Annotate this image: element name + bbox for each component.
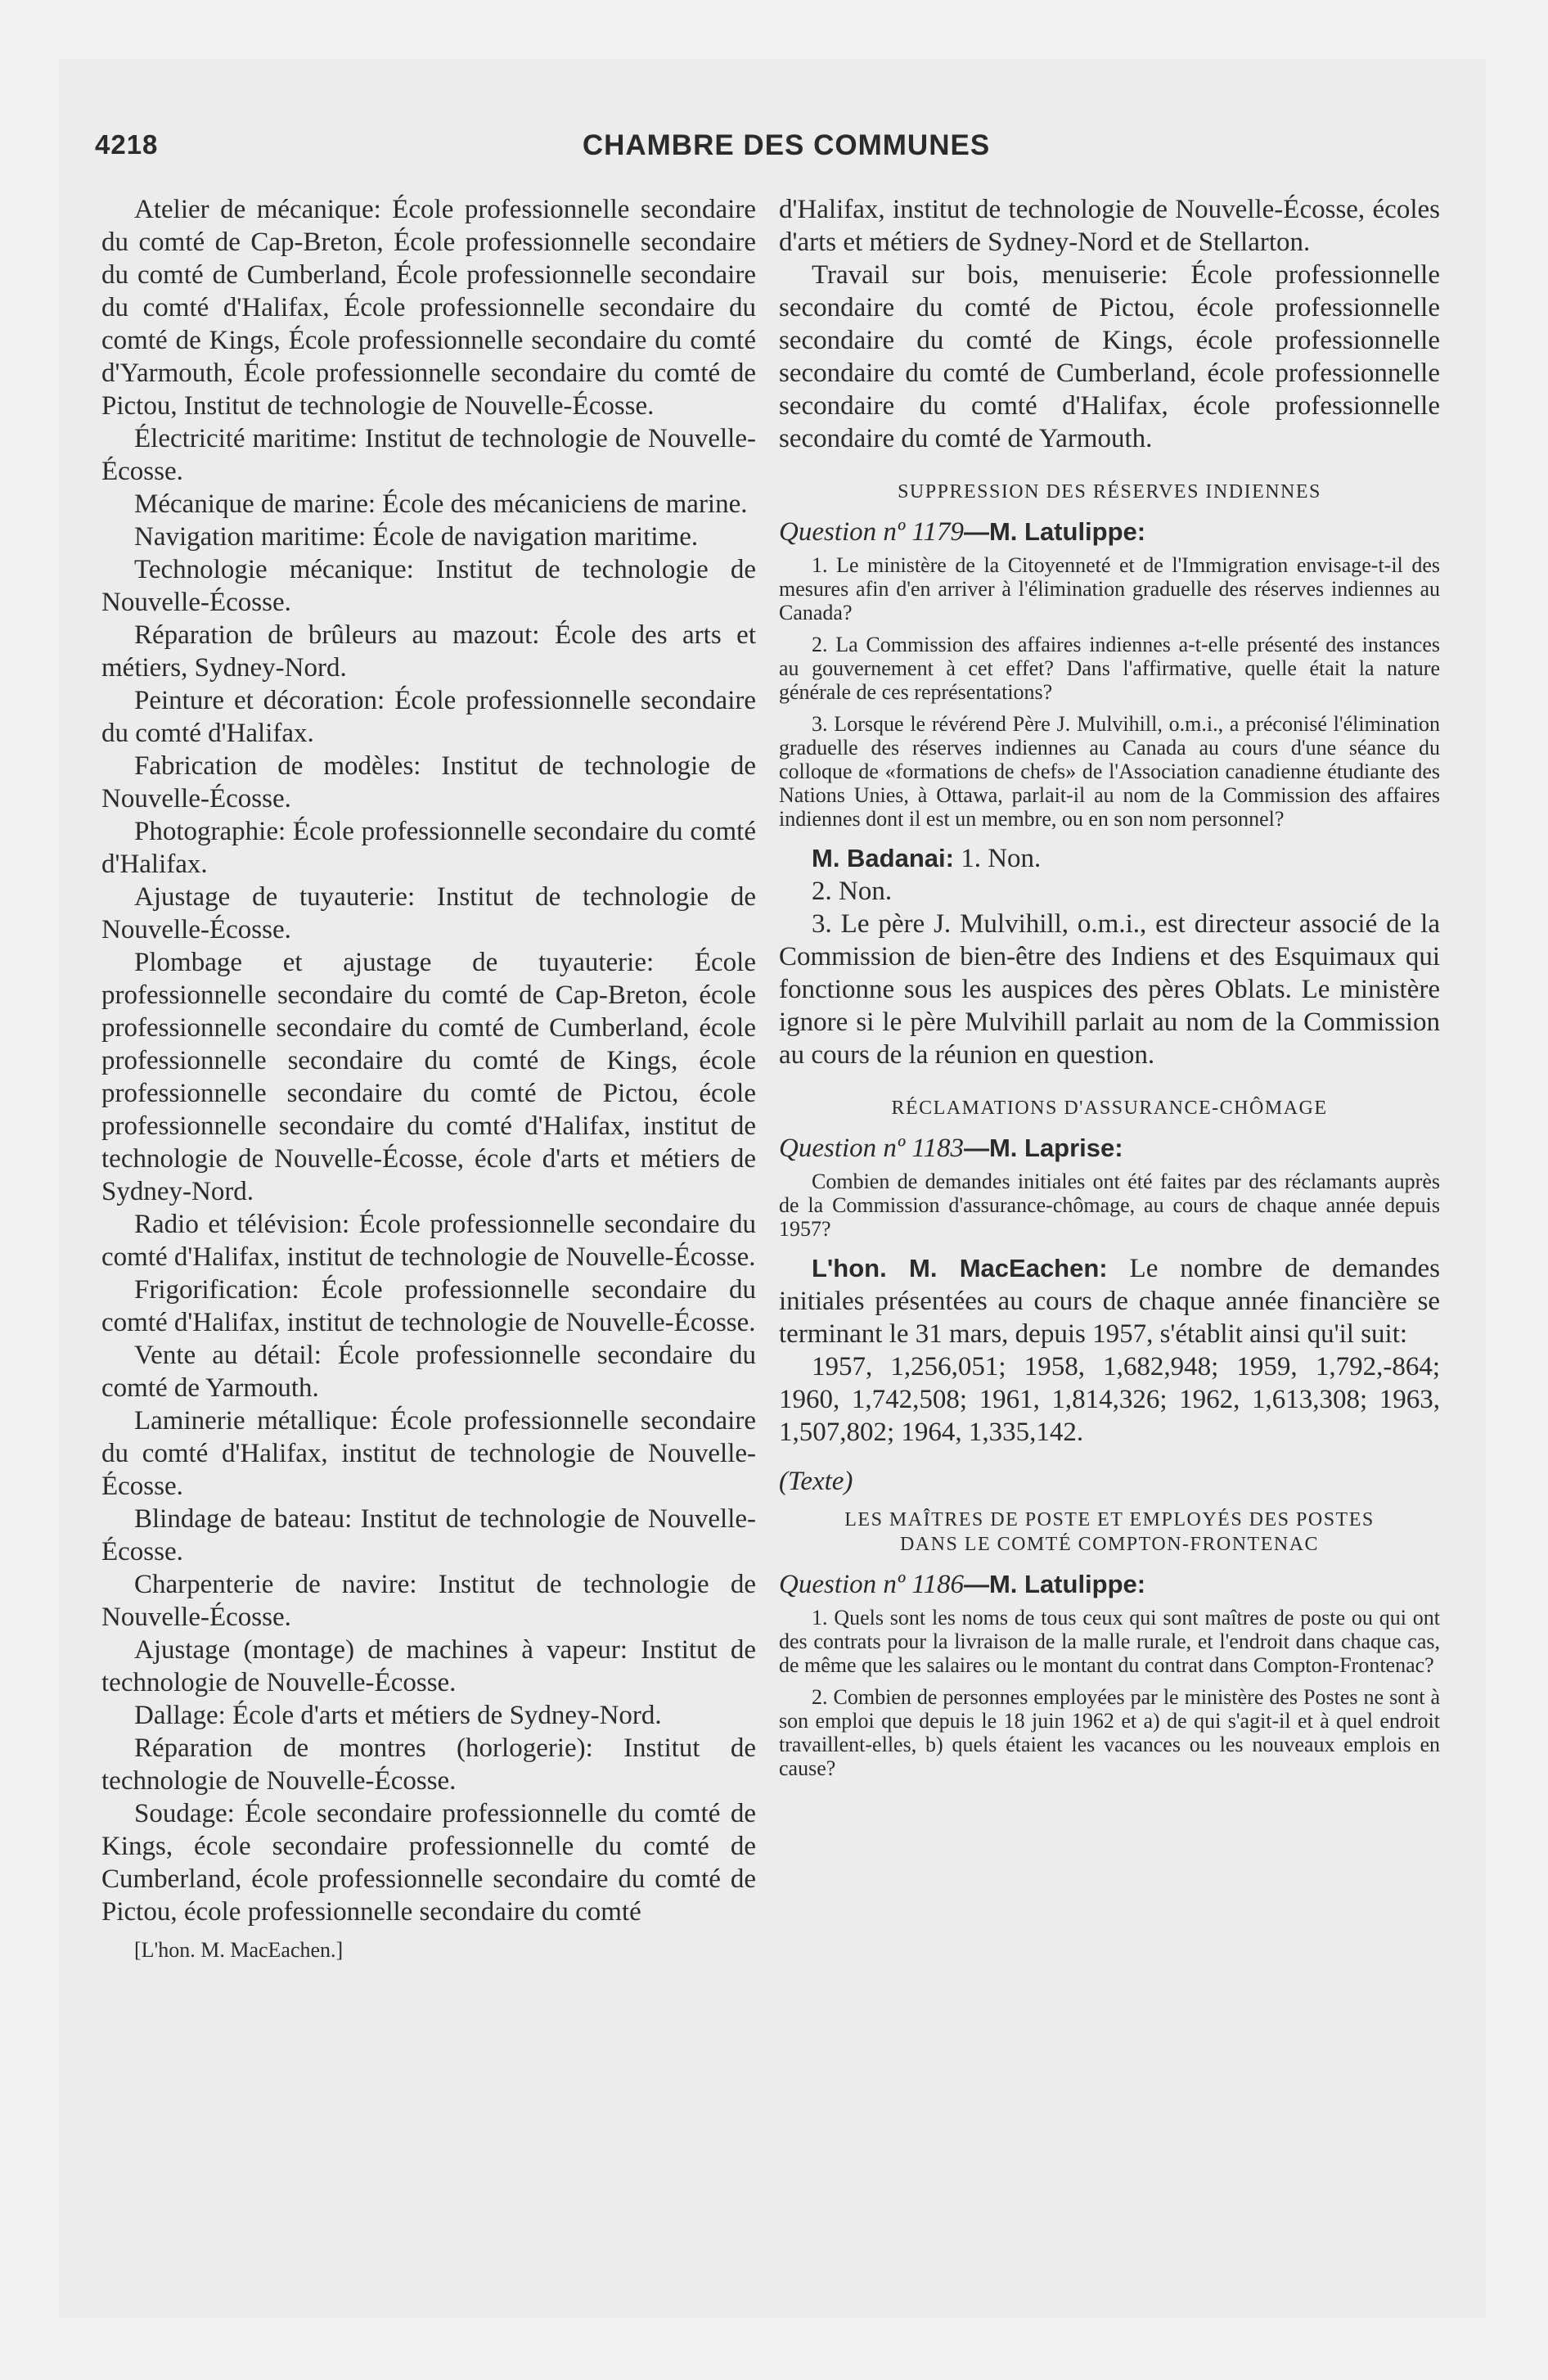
paragraph-continuation: d'Halifax, institut de technologie de Nouvelle-Écosse, écoles d'arts et métiers de Sydney-Nord et de Stellarton. [779, 195, 1440, 257]
question-label: Question nº 1186 [779, 1570, 964, 1599]
answer-line [779, 1252, 1440, 1350]
paragraph: Réparation de brûleurs au mazout: École des arts et métiers, Sydney-Nord. [101, 620, 756, 683]
texte-note: (Texte) [779, 1467, 853, 1496]
section-heading: LES MAÎTRES DE POSTE ET EMPLOYÉS DES POSTES [844, 1509, 1375, 1530]
question-label: Question nº 1179 [779, 517, 964, 547]
section-heading: SUPPRESSION DES RÉSERVES INDIENNES [898, 481, 1321, 503]
paragraph: Plombage et ajustage de tuyauterie: École professionnelle secondaire du comté de Cap-Breton, école professionnelle secondaire du comté de Cumberland, école professionnelle secondaire du comté de Kings, école professionnelle secondaire du comté de Pictou, école professionnelle secondaire du comté d'Halifax, institut de technologie de Nouvelle-Écosse, école d'arts et métiers de Sydney-Nord. [101, 948, 756, 1206]
answer-line [779, 842, 1440, 875]
question-label: Question nº 1183 [779, 1134, 964, 1163]
paragraph: Fabrication de modèles: Institut de technologie de Nouvelle-Écosse. [101, 751, 756, 814]
question-item: 2. La Commission des affaires indiennes a-t-elle présenté des instances au gouvernement à cet effet? Dans l'affirmative, quelle était la nature générale de ces représentations? [779, 633, 1440, 704]
paragraph: Dallage: École d'arts et métiers de Sydney-Nord. [134, 1701, 662, 1730]
paragraph: Vente au détail: École professionnelle secondaire du comté de Yarmouth. [101, 1341, 756, 1403]
question-item: 1. Quels sont les noms de tous ceux qui sont maîtres de poste ou qui ont des contrats pour la livraison de la malle rurale, et l'endroit dans chaque cas, de même que les salaires ou le montant du contrat dans Compton-Frontenac? [779, 1606, 1440, 1677]
paragraph: Frigorification: École professionnelle secondaire du comté d'Halifax, institut de technologie de Nouvelle-Écosse. [101, 1275, 756, 1337]
answer-line: 3. Le père J. Mulvihill, o.m.i., est directeur associé de la Commission de bien-être des Indiens et des Esquimaux qui fonctionne sous les auspices des pères Oblats. Le ministère ignore si le père Mulvihill parlait au nom de la Commission au cours de la réunion en question. [779, 909, 1440, 1070]
speaker-name: M. Badanai: [812, 844, 954, 872]
page-number: 4218 [95, 129, 159, 160]
answer-figures: 1957, 1,256,051; 1958, 1,682,948; 1959, 1,792,-864; 1960, 1,742,508; 1961, 1,814,326; 1962, 1,613,308; 1963, 1,507,802; 1964, 1,335,142. [779, 1352, 1440, 1447]
speaker-signature: [L'hon. M. MacEachen.] [134, 1938, 344, 1962]
paragraph: Atelier de mécanique: École professionnelle secondaire du comté de Cap-Breton, École professionnelle secondaire du comté de Cumberland, École professionnelle secondaire du comté d'Halifax, École professionnelle secondaire du comté de Kings, École professionnelle secondaire du comté d'Yarmouth, École professionnelle secondaire du comté de Pictou, Institut de technologie de Nouvelle-Écosse. [101, 195, 756, 421]
question-line [779, 1132, 1440, 1165]
paragraph: Technologie mécanique: Institut de technologie de Nouvelle-Écosse. [101, 555, 756, 617]
paragraph: Peinture et décoration: École professionnelle secondaire du comté d'Halifax. [101, 686, 756, 748]
paragraph: Radio et télévision: École professionnelle secondaire du comté d'Halifax, institut de technologie de Nouvelle-Écosse. [101, 1210, 756, 1272]
right-column [779, 193, 1440, 1780]
section-heading-line2: DANS LE COMTÉ COMPTON-FRONTENAC [899, 1534, 1320, 1555]
paragraph: Charpenterie de navire: Institut de technologie de Nouvelle-Écosse. [101, 1570, 756, 1632]
question-member: —M. Laprise: [963, 1134, 1123, 1162]
question-member: —M. Latulippe: [963, 1570, 1146, 1598]
question-item: Combien de demandes initiales ont été faites par des réclamants auprès de la Commission d'assurance-chômage, au cours de chaque année depuis 1957? [779, 1170, 1440, 1241]
paragraph: Ajustage (montage) de machines à vapeur: Institut de technologie de Nouvelle-Écosse. [101, 1635, 756, 1697]
paragraph: Navigation maritime: École de navigation maritime. [134, 522, 699, 552]
paragraph: Soudage: École secondaire professionnelle du comté de Kings, école secondaire professionnelle du comté de Cumberland, école professionnelle secondaire du comté de Pictou, école professionnelle secondaire du comté [101, 1799, 756, 1927]
question-item: 3. Lorsque le révérend Père J. Mulvihill, o.m.i., a préconisé l'élimination graduelle des réserves indiennes au Canada au cours d'une séance du colloque de «formations de chefs» de l'Association canadienne étudiante des Nations Unies, à Ottawa, parlait-il au nom de la Commission des affaires indiennes dont il est un membre, ou en son nom personnel? [779, 712, 1440, 831]
answer-text: 1. Non. [961, 844, 1042, 873]
paragraph: Mécanique de marine: École des mécaniciens de marine. [134, 489, 748, 519]
page-header [95, 129, 1478, 170]
speaker-name: L'hon. M. MacEachen: [812, 1254, 1108, 1282]
question-member: —M. Latulippe: [963, 517, 1146, 546]
paragraph: Laminerie métallique: École professionnelle secondaire du comté d'Halifax, institut de technologie de Nouvelle-Écosse. [101, 1406, 756, 1501]
question-item: 2. Combien de personnes employées par le ministère des Postes ne sont à son emploi que depuis le 18 juin 1962 et a) de qui s'agit-il et à quel endroit travaillent-elles, b) quels étaient les vacances ou les nouveaux emplois en cause? [779, 1685, 1440, 1780]
question-line [779, 1568, 1440, 1601]
page-title: CHAMBRE DES COMMUNES [582, 129, 991, 161]
answer-text: Le nombre de demandes initiales présentées au cours de chaque année financière se terminant le 31 mars, depuis 1957, s'établit ainsi qu'il suit: [779, 1254, 1440, 1349]
paragraph: Électricité maritime: Institut de technologie de Nouvelle-Écosse. [101, 424, 756, 486]
left-column [101, 193, 756, 1963]
paragraph: Blindage de bateau: Institut de technologie de Nouvelle-Écosse. [101, 1504, 756, 1566]
paragraph: Travail sur bois, menuiserie: École professionnelle secondaire du comté de Pictou, école professionnelle secondaire du comté de Kings, école professionnelle secondaire du comté de Cumberland, école professionnelle secondaire du comté d'Halifax, école professionnelle secondaire du comté de Yarmouth. [779, 260, 1440, 453]
question-line [779, 516, 1440, 548]
question-item: 1. Le ministère de la Citoyenneté et de l'Immigration envisage-t-il des mesures afin d'en arriver à l'élimination graduelle des réserves indiennes au Canada? [779, 553, 1440, 624]
answer-line: 2. Non. [812, 877, 893, 906]
section-heading: RÉCLAMATIONS D'ASSURANCE-CHÔMAGE [891, 1098, 1328, 1119]
paragraph: Réparation de montres (horlogerie): Institut de technologie de Nouvelle-Écosse. [101, 1733, 756, 1796]
paragraph: Photographie: École professionnelle secondaire du comté d'Halifax. [101, 817, 756, 879]
paragraph: Ajustage de tuyauterie: Institut de technologie de Nouvelle-Écosse. [101, 882, 756, 944]
